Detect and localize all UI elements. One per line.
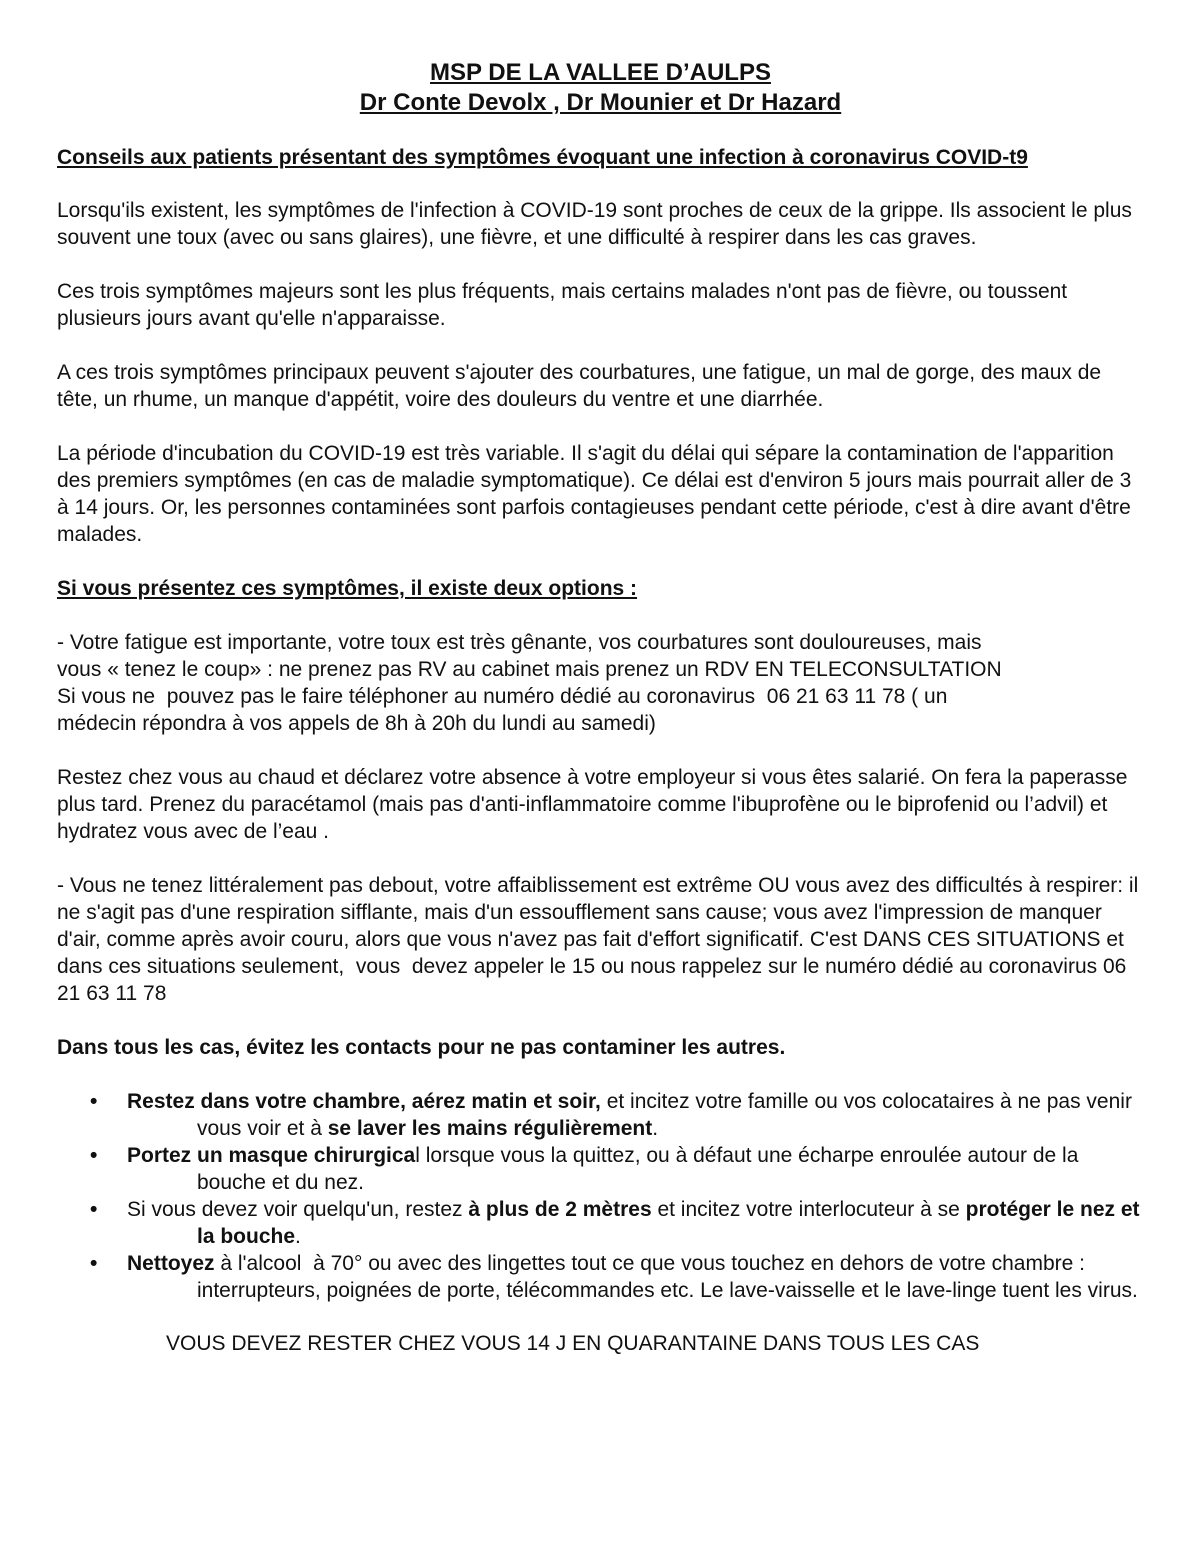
spacer: [57, 1061, 1144, 1088]
options-heading: Si vous présentez ces symptômes, il existe deux options :: [57, 577, 638, 600]
spacer: [57, 251, 1144, 278]
paragraph-other-symptoms: A ces trois symptômes principaux peuvent s'ajouter des courbatures, une fatigue, un mal de gorge, des maux de tête, un rhume, un manque d'appétit, voire des douleurs du ventre et une diarrhée.: [57, 361, 1102, 411]
bullet-3-text-1: Si vous devez voir quelqu'un, restez: [127, 1198, 469, 1221]
bullet-2-text-1: l lorsque vous la quittez, ou à défaut une écharpe enroulée autour de la bouche et du nez.: [197, 1144, 1079, 1194]
spacer: [57, 413, 1144, 440]
spacer: [57, 602, 1144, 629]
bullet-icon: •: [90, 1198, 98, 1221]
advice-heading: Conseils aux patients présentant des symptômes évoquant une infection à coronavirus COVID-t9: [57, 146, 1028, 169]
bullet-1-bold-2: se laver les mains régulièrement: [327, 1117, 653, 1140]
list-item: [57, 1250, 1144, 1304]
bullet-3-text-2: et incitez votre interlocuteur à se: [651, 1198, 966, 1221]
bullet-2-bold-1: Portez un masque chirurgica: [127, 1144, 416, 1167]
bullet-icon: •: [90, 1090, 98, 1113]
paragraph-incubation: La période d'incubation du COVID-19 est très variable. Il s'agit du délai qui sépare la contamination de l'apparition des premiers symptômes (en cas de maladie symptomatique). Ce délai est d'environ 5 jours mais pourrait aller de 3 à 14 jours. Or, les personnes contaminées sont parfois contagieuses pendant cette période, c'est à dire avant d'être malades.: [57, 442, 1132, 546]
list-item: [57, 1088, 1144, 1142]
bullet-1-bold-1: Restez dans votre chambre, aérez matin et soir,: [127, 1090, 601, 1113]
option-one-line-3: Si vous ne pouvez pas le faire téléphoner au numéro dédié au coronavirus 06 21 63 11 78 ( un: [57, 685, 948, 708]
bullet-icon: •: [90, 1144, 98, 1167]
paragraph-major-symptoms: Ces trois symptômes majeurs sont les plus fréquents, mais certains malades n'ont pas de fièvre, ou toussent plusieurs jours avant qu'elle n'apparaisse.: [57, 280, 1068, 330]
bullet-icon: •: [90, 1252, 98, 1275]
recommendations-list: [57, 1088, 1144, 1304]
option-one-line-4: médecin répondra à vos appels de 8h à 20h du lundi au samedi): [57, 712, 656, 735]
spacer: [57, 548, 1144, 575]
spacer: [57, 845, 1144, 872]
document-title-line-1: MSP DE LA VALLEE D’AULPS: [430, 59, 771, 86]
document-title-line-2: Dr Conte Devolx , Dr Mounier et Dr Hazard: [359, 89, 842, 116]
spacer: [57, 332, 1144, 359]
bullet-4-text-1: à l'alcool à 70° ou avec des lingettes tout ce que vous touchez en dehors de votre chambre : interrupteurs, poignées de porte, télécommandes etc. Le lave-vaisselle et le lave-linge tuent les virus.: [197, 1252, 1138, 1302]
bullet-1-text-2: .: [652, 1117, 659, 1140]
closing-statement: VOUS DEVEZ RESTER CHEZ VOUS 14 J EN QUARANTAINE DANS TOUS LES CAS: [166, 1332, 980, 1355]
bullet-3-bold-2: protéger le nez et la bouche: [197, 1198, 1140, 1248]
bullet-4-bold-1: Nettoyez: [127, 1252, 215, 1275]
option-two: - Vous ne tenez littéralement pas debout, votre affaiblissement est extrême OU vous avez des difficultés à respirer: il ne s'agit pas d'une respiration sifflante, mais d'un essoufflement sans cause; vous avez l'impression de manquer d'air, comme après avoir couru, alors que vous n'avez pas fait d'effort significatif. C'est DANS CES SITUATIONS et dans ces situations seulement, vous devez appeler le 15 ou nous rappelez sur le numéro dédié au coronavirus 06 21 63 11 78: [57, 874, 1145, 1005]
option-one-line-2: vous « tenez le coup» : ne prenez pas RV au cabinet mais prenez un RDV EN TELECONSULTATION: [57, 658, 1002, 681]
list-item: [57, 1142, 1144, 1196]
spacer: [57, 171, 1144, 197]
spacer: [57, 1007, 1144, 1034]
spacer: [57, 737, 1144, 764]
bullet-3-text-3: .: [295, 1225, 301, 1248]
option-one: [57, 629, 1144, 737]
paragraph-symptoms: Lorsqu'ils existent, les symptômes de l'infection à COVID-19 sont proches de ceux de la grippe. Ils associent le plus souvent une toux (avec ou sans glaires), une fièvre, et une difficulté à respirer dans les cas graves.: [57, 199, 1132, 249]
bullet-3-bold-1: à plus de 2 mètres: [468, 1198, 652, 1221]
option-one-line-1: - Votre fatigue est importante, votre toux est très gênante, vos courbatures sont douloureuses, mais: [57, 631, 982, 654]
list-item: [57, 1196, 1144, 1250]
spacer: [57, 118, 1144, 144]
paragraph-stay-home: Restez chez vous au chaud et déclarez votre absence à votre employeur si vous êtes salarié. On fera la paperasse plus tard. Prenez du paracétamol (mais pas d'anti-inflammatoire comme l'ibuprofène ou le biprofenid ou l’advil) et hydratez vous avec de l’eau .: [57, 766, 1128, 843]
all-cases-heading: Dans tous les cas, évitez les contacts pour ne pas contaminer les autres.: [57, 1036, 786, 1059]
bullet-1-text-1: et incitez votre famille ou vos colocataires à ne pas venir vous voir et à: [197, 1090, 1132, 1140]
